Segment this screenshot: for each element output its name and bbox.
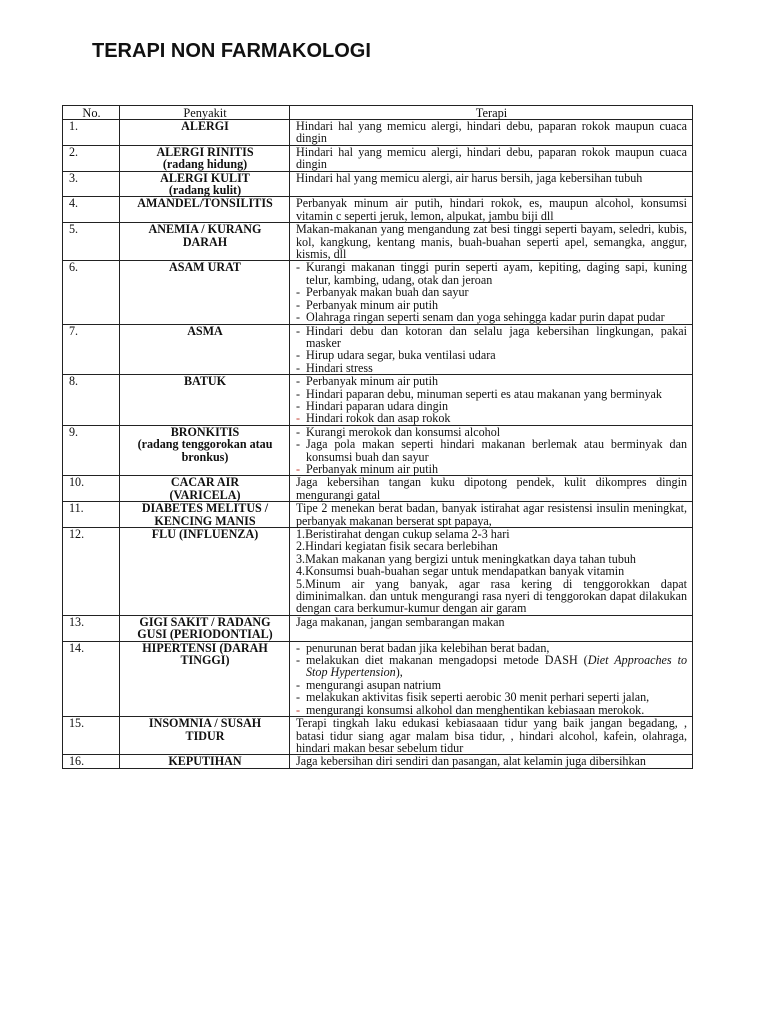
table-row [63,641,693,716]
disease-name: HIPERTENSI (DARAH TINGGI) [120,641,290,716]
therapy-text: Hindari hal yang memicu alergi, hindari debu, paparan rokok maupun cuaca dingin [290,145,693,171]
therapy-text: Makan-makanan yang mengandung zat besi tinggi seperti bayam, seledri, kubis, kol, kangkung, kentang manis, buah-buahan seperti apel, semangka, anggur, kismis, dll [290,223,693,261]
row-number: 2. [63,145,120,171]
list-item: - Jaga pola makan seperti hindari makanan berlemak atau berminyak dan konsumsi buah dan sayur [296,437,687,464]
therapy-text: Jaga makanan, jangan sembarangan makan [290,615,693,641]
list-item: - Perbanyak minum air putih [296,461,438,476]
list-item: - Perbanyak makan buah dan sayur [296,285,469,300]
disease-name: ANEMIA / KURANG DARAH [120,223,290,261]
row-number: 14. [63,641,120,716]
row-number: 10. [63,476,120,502]
list-item: - mengurangi konsumsi alkohol dan menghentikan kebiasaan merokok. [296,702,645,717]
list-item: - Hindari paparan udara dingin [296,398,449,413]
table-row [63,324,693,375]
table-row [63,261,693,324]
header-terapi: Terapi [290,106,693,120]
therapy-table [62,105,693,769]
disease-name: AMANDEL/TONSILITIS [120,197,290,223]
numbered-item: 2.Hindari kegiatan fisik secara berlebihan [296,539,498,554]
row-number: 7. [63,324,120,375]
therapy-list [290,375,693,426]
therapy-text: Hindari hal yang memicu alergi, air harus bersih, jaga kebersihan tubuh [290,171,693,197]
numbered-item: 4.Konsumsi buah-buahan segar untuk mendapatkan banyak vitamin [296,564,625,579]
list-item: - Kurangi merokok dan konsumsi alcohol [296,424,501,439]
row-number: 12. [63,528,120,616]
table-row [63,375,693,426]
row-number: 1. [63,120,120,146]
list-item: - Hindari stress [296,360,373,375]
therapy-text: Jaga kebersihan diri sendiri dan pasangan, alat kelamin juga dibersihkan [290,755,693,768]
row-number: 5. [63,223,120,261]
disease-name: ALERGI RINITIS (radang hidung) [120,145,290,171]
header-penyakit: Penyakit [120,106,290,120]
table-row [63,171,693,197]
row-number: 16. [63,755,120,768]
list-item: - Perbanyak minum air putih [296,374,438,389]
table-row [63,502,693,528]
row-number: 3. [63,171,120,197]
therapy-list [290,641,693,716]
disease-name: FLU (INFLUENZA) [120,528,290,616]
therapy-text: Perbanyak minum air putih, hindari rokok, es, maupun alcohol, konsumsi vitamin c seperti jeruk, lemon, alpukat, jambu biji dll [290,197,693,223]
list-item: - Kurangi makanan tinggi purin seperti ayam, kepiting, daging sapi, kuning telur, kambing, udang, otak dan jeroan [296,260,687,287]
table-row [63,755,693,768]
therapy-numbered-list [290,528,693,616]
list-item: - mengurangi asupan natrium [296,677,442,692]
row-number: 11. [63,502,120,528]
table-row [63,615,693,641]
disease-name: GIGI SAKIT / RADANG GUSI (PERIODONTIAL) [120,615,290,641]
header-no: No. [63,106,120,120]
disease-name: CACAR AIR (VARICELA) [120,476,290,502]
table-row [63,197,693,223]
row-number: 15. [63,717,120,755]
list-item: - Hindari rokok dan asap rokok [296,411,451,426]
list-item: - penurunan berat badan jika kelebihan berat badan, [296,640,550,655]
list-item: - Perbanyak minum air putih [296,297,438,312]
row-number: 9. [63,425,120,476]
table-row [63,425,693,476]
list-item: - melakukan aktivitas fisik seperti aerobic 30 menit perhari seperti jalan, [296,690,650,705]
therapy-text: Hindari hal yang memicu alergi, hindari debu, paparan rokok maupun cuaca dingin [290,120,693,146]
disease-name: DIABETES MELITUS / KENCING MANIS [120,502,290,528]
table-header-row [63,106,693,120]
row-number: 6. [63,261,120,324]
disease-name: ASAM URAT [120,261,290,324]
disease-name: BRONKITIS (radang tenggorokan atau bronkus) [120,425,290,476]
disease-name: KEPUTIHAN [120,755,290,768]
therapy-list [290,261,693,324]
page-title: TERAPI NON FARMAKOLOGI [92,40,371,62]
table-row [63,145,693,171]
list-item: - Olahraga ringan seperti senam dan yoga sehingga kadar purin dapat pudar [296,310,665,325]
disease-name: ASMA [120,324,290,375]
numbered-item: 3.Makan makanan yang bergizi untuk meningkatkan daya tahan tubuh [296,551,636,566]
row-number: 4. [63,197,120,223]
therapy-text: Terapi tingkah laku edukasi kebiasaaan tidur yang baik jangan begadang, , batasi tidur siang agar malam bisa tidur, , hindari alcohol, kafein, olahraga, hindari makan besar sebelum tidur [290,717,693,755]
disease-name: BATUK [120,375,290,426]
list-item: - Hindari paparan debu, minuman seperti es atau makanan yang berminyak [296,386,662,401]
table-row [63,528,693,616]
therapy-text: Jaga kebersihan tangan kuku dipotong pendek, kulit dikompres dingin mengurangi gatal [290,476,693,502]
disease-name: ALERGI KULIT (radang kulit) [120,171,290,197]
table-row [63,120,693,146]
therapy-list [290,324,693,375]
row-number: 8. [63,375,120,426]
numbered-item: 5.Minum air yang banyak, agar rasa kering di tenggorokkan dapat diminimalkan. dan untuk mengurangi rasa nyeri di tenggorokan dapat dilakukan dengan cara berkumur-kumur dengan air garam [296,576,687,616]
numbered-item: 1.Beristirahat dengan cukup selama 2-3 hari [296,527,510,541]
table-row [63,717,693,755]
disease-name: INSOMNIA / SUSAH TIDUR [120,717,290,755]
list-item: - Hindari debu dan kotoran dan selalu jaga kebersihan lingkungan, pakai masker [296,323,687,350]
therapy-list [290,425,693,476]
therapy-text: Tipe 2 menekan berat badan, banyak istirahat agar resistensi insulin meningkat, perbanyak makanan berserat spt papaya, [290,502,693,528]
table-row [63,476,693,502]
row-number: 13. [63,615,120,641]
disease-name: ALERGI [120,120,290,146]
list-item: - melakukan diet makanan mengadopsi metode DASH (Diet Approaches to Stop Hypertension), [296,653,687,680]
list-item: - Hirup udara segar, buka ventilasi udara [296,348,496,363]
table-row [63,223,693,261]
